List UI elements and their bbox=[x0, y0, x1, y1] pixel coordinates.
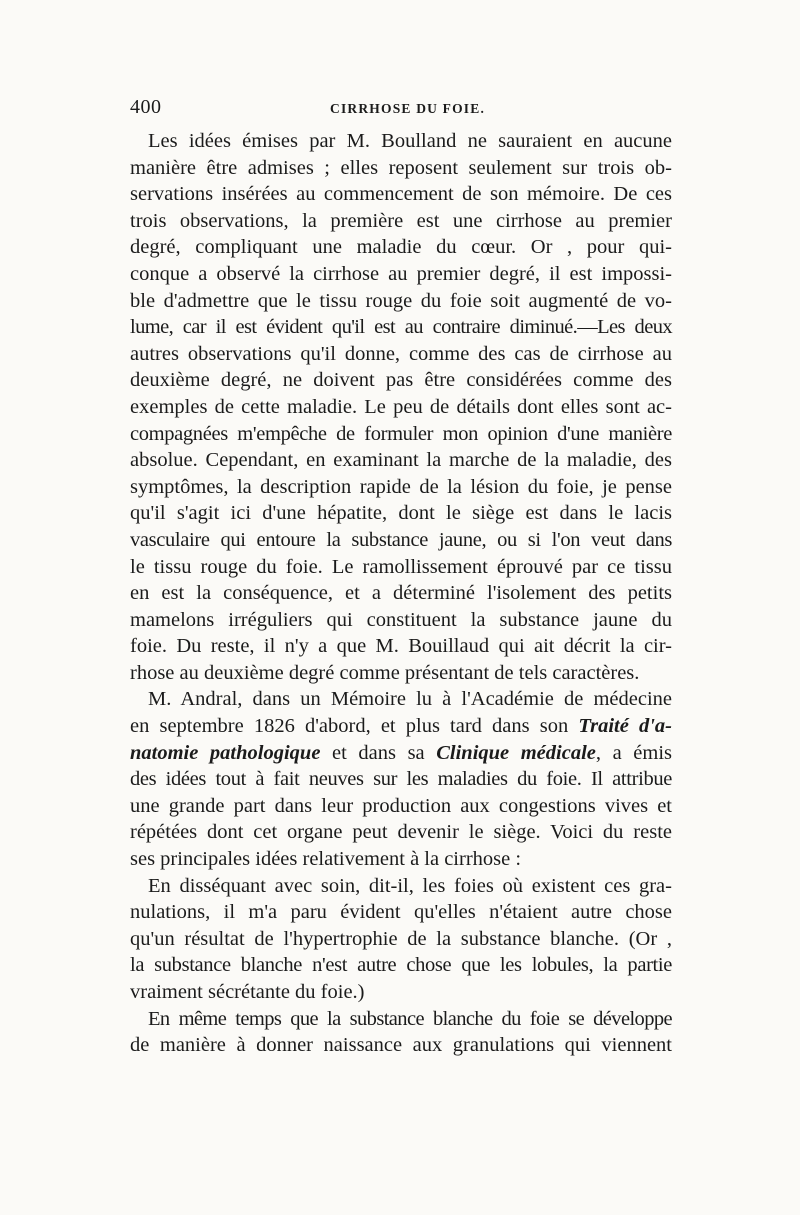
text-line: Les idées émises par M. Boulland ne sauraient en aucune bbox=[148, 130, 672, 152]
text-line: exemples de cette maladie. Le peu de détails dont elles sont ac- bbox=[130, 395, 672, 418]
text-line: vasculaire qui entoure la substance jaune, ou si l'on veut dans bbox=[130, 528, 672, 551]
text-line: ses principales idées relativement à la cirrhose : bbox=[130, 848, 522, 871]
text-line: nulations, il m'a paru évident qu'elles n'étaient autre chose bbox=[130, 901, 672, 924]
text-line: servations insérées au commencement de son mémoire. De ces bbox=[130, 183, 672, 206]
text-line: conque a observé la cirrhose au premier degré, il est impossi- bbox=[130, 262, 672, 285]
text-line: mamelons irréguliers qui constituent la substance jaune du bbox=[130, 608, 672, 631]
text-line: la substance blanche n'est autre chose que les lobules, la partie bbox=[130, 954, 672, 977]
text-segment: , a émis bbox=[595, 741, 672, 764]
text-line bbox=[130, 713, 672, 740]
text-line: vraiment sécrétante du foie.) bbox=[130, 981, 365, 1003]
text-line: degré, compliquant une maladie du cœur. Or , pour qui- bbox=[130, 236, 672, 259]
text-line: autres observations qu'il donne, comme des cas de cirrhose au bbox=[130, 342, 672, 365]
book-page bbox=[130, 96, 672, 1059]
text-line: symptômes, la description rapide de la lésion du foie, je pense bbox=[130, 475, 672, 498]
text-line: une grande part dans leur production aux congestions vives et bbox=[130, 794, 672, 817]
text-line: manière être admises ; elles reposent seulement sur trois ob- bbox=[130, 156, 672, 179]
text-line: qu'il s'agit ici d'une hépatite, dont le siège est dans le lacis bbox=[130, 502, 672, 525]
text-line: En même temps que la substance blanche du foie se développe bbox=[148, 1007, 672, 1030]
text-line: qu'un résultat de l'hypertrophie de la substance blanche. (Or , bbox=[130, 927, 672, 950]
text-line: lume, car il est évident qu'il est au contraire diminué.—Les deux bbox=[130, 316, 672, 339]
text-line: foie. Du reste, il n'y a que M. Bouillaud qui ait décrit la cir- bbox=[130, 635, 672, 658]
book-title-italic: Clinique médicale bbox=[436, 741, 596, 764]
text-line: trois observations, la première est une cirrhose au premier bbox=[130, 209, 672, 232]
running-title: CIRRHOSE DU FOIE. bbox=[330, 101, 486, 116]
text-line: rhose au deuxième degré comme présentant de tels caractères. bbox=[130, 661, 640, 684]
text-line: en est la conséquence, et a déterminé l'isolement des petits bbox=[130, 582, 672, 605]
text-line: En disséquant avec soin, dit-il, les foies où existent ces gra- bbox=[148, 874, 672, 897]
text-line: M. Andral, dans un Mémoire lu à l'Académie de médecine bbox=[148, 688, 672, 711]
body-text bbox=[130, 128, 672, 1059]
text-line: deuxième degré, ne doivent pas être considérées comme des bbox=[130, 369, 672, 392]
text-line: répétées dont cet organe peut devenir le siège. Voici du reste bbox=[130, 821, 672, 844]
text-line: absolue. Cependant, en examinant la marche de la maladie, des bbox=[130, 449, 672, 472]
book-title-italic: Traité d'a- bbox=[578, 715, 672, 738]
text-line: le tissu rouge du foie. Le ramollissement éprouvé par ce tissu bbox=[130, 555, 672, 578]
running-header bbox=[130, 96, 672, 120]
page-number: 400 bbox=[130, 96, 162, 118]
text-segment: en septembre 1826 d'abord, et plus tard dans son bbox=[130, 715, 579, 738]
book-title-italic: natomie pathologique bbox=[130, 741, 321, 764]
text-line: de manière à donner naissance aux granulations qui viennent bbox=[130, 1034, 672, 1057]
text-segment: et dans sa bbox=[320, 741, 437, 764]
text-line: des idées tout à fait neuves sur les maladies du foie. Il attribue bbox=[130, 768, 672, 791]
text-line bbox=[130, 740, 672, 767]
text-line: ble d'admettre que le tissu rouge du foie soit augmenté de vo- bbox=[130, 289, 672, 312]
text-line: compagnées m'empêche de formuler mon opinion d'une manière bbox=[130, 422, 672, 445]
